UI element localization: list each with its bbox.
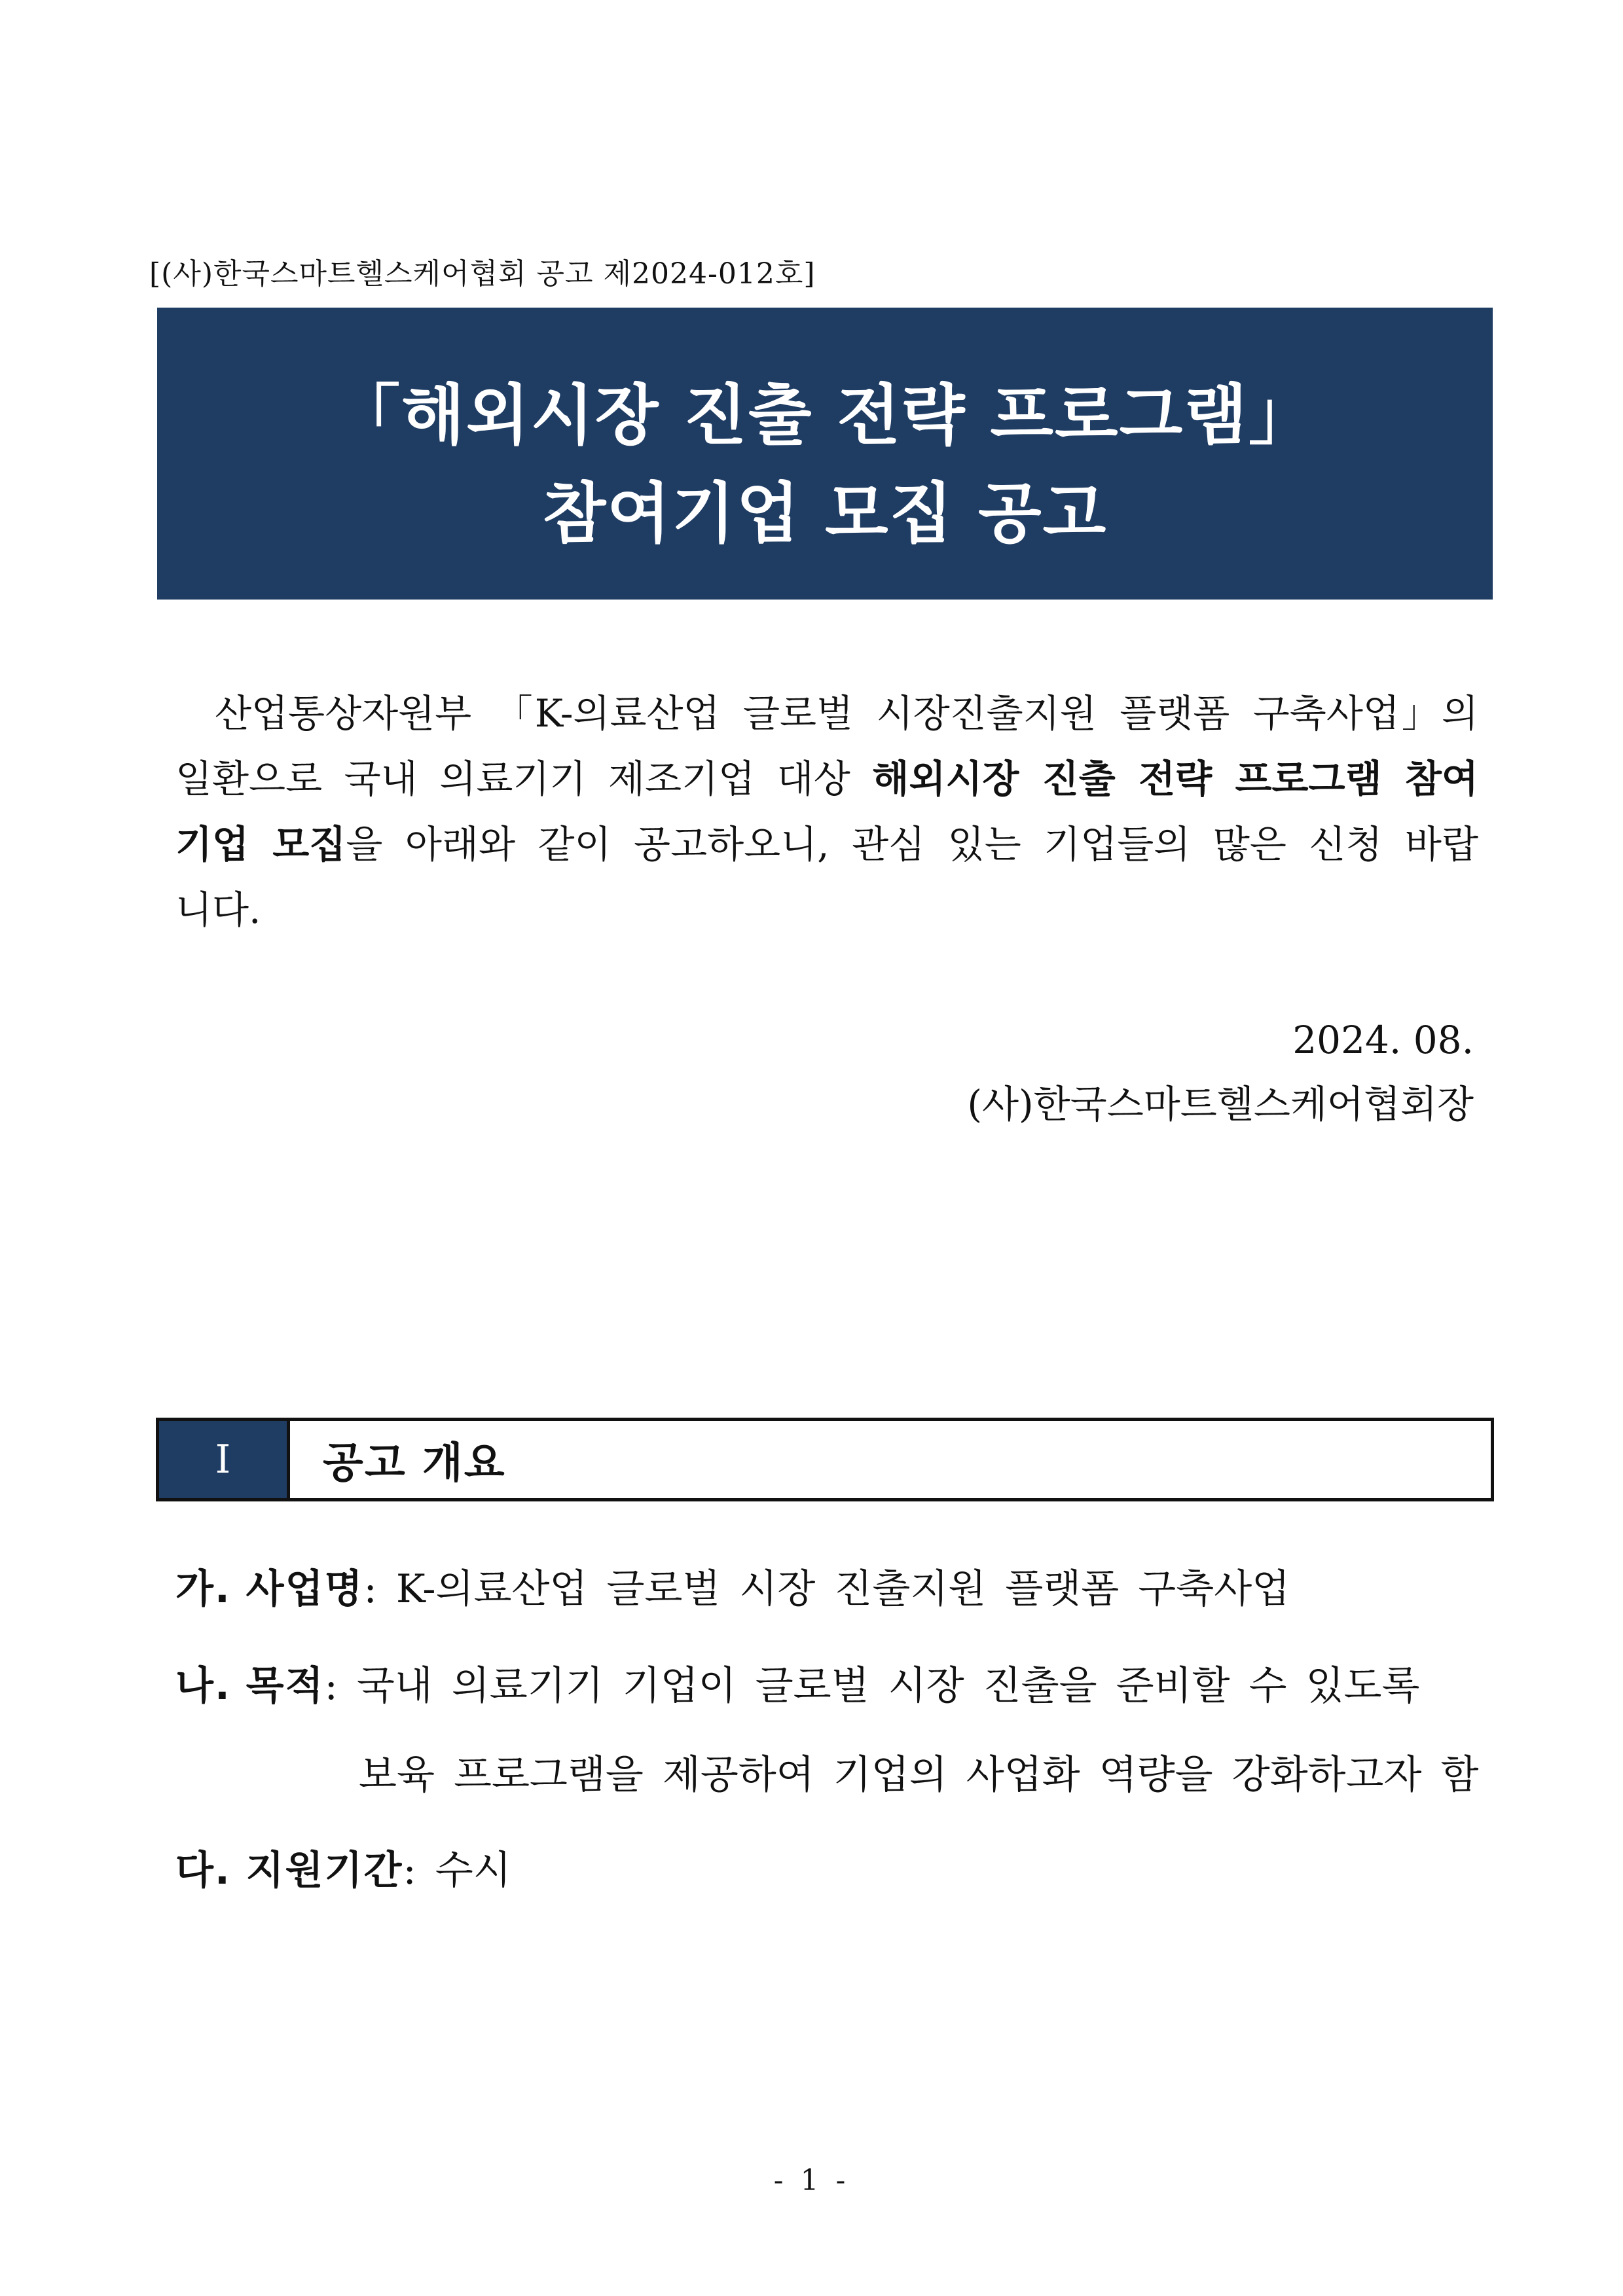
item-label: 다. 지원기간 — [175, 1848, 403, 1893]
item-value: : 수시 — [403, 1848, 511, 1893]
item-purpose — [175, 1655, 1494, 1800]
intro-highlight: 해외시장 진출 전략 프로그램 참여기업 모집 — [175, 757, 1478, 867]
intro-text-2: 을 아래와 같이 공고하오니, 관심 있는 기업들의 많은 신청 바랍니다. — [175, 822, 1478, 932]
item-label: 가. 사업명 — [175, 1566, 364, 1612]
item-support-period — [175, 1839, 511, 1895]
sign-block — [967, 1008, 1474, 1136]
intro-paragraph — [175, 681, 1478, 942]
item-value-continuation: 보육 프로그램을 제공하여 기업의 사업화 역량을 강화하고자 함 — [359, 1752, 1479, 1798]
section-header — [156, 1418, 1494, 1501]
intro-text-1: 산업통상자원부 「K-의료산업 글로벌 시장진출지원 플랫폼 구축사업」의 일환으로 국내 의료기기 제조기업 대상 — [175, 691, 1478, 801]
item-value: : 국내 의료기기 기업이 글로벌 시장 진출을 준비할 수 있도록 — [324, 1663, 1420, 1709]
title-line-2: 참여기업 모집 공고 — [542, 475, 1108, 552]
section-number: I — [159, 1421, 290, 1498]
page-number: - 1 - — [773, 2164, 850, 2197]
announcement-date: 2024. 08. — [1292, 1018, 1474, 1062]
item-project-name — [175, 1558, 1290, 1614]
item-label: 나. 목적 — [175, 1663, 325, 1709]
item-value: : K-의료산업 글로벌 시장 진출지원 플랫폼 구축사업 — [363, 1566, 1290, 1612]
title-banner — [157, 308, 1493, 600]
section-title: 공고 개요 — [323, 1439, 506, 1488]
issuer-name: (사)한국스마트헬스케어협회장 — [967, 1082, 1474, 1126]
title-line-1: 「해외시장 진출 전략 프로그램」 — [335, 377, 1315, 454]
notice-number: [(사)한국스마트헬스케어협회 공고 제2024-012호] — [149, 257, 816, 291]
